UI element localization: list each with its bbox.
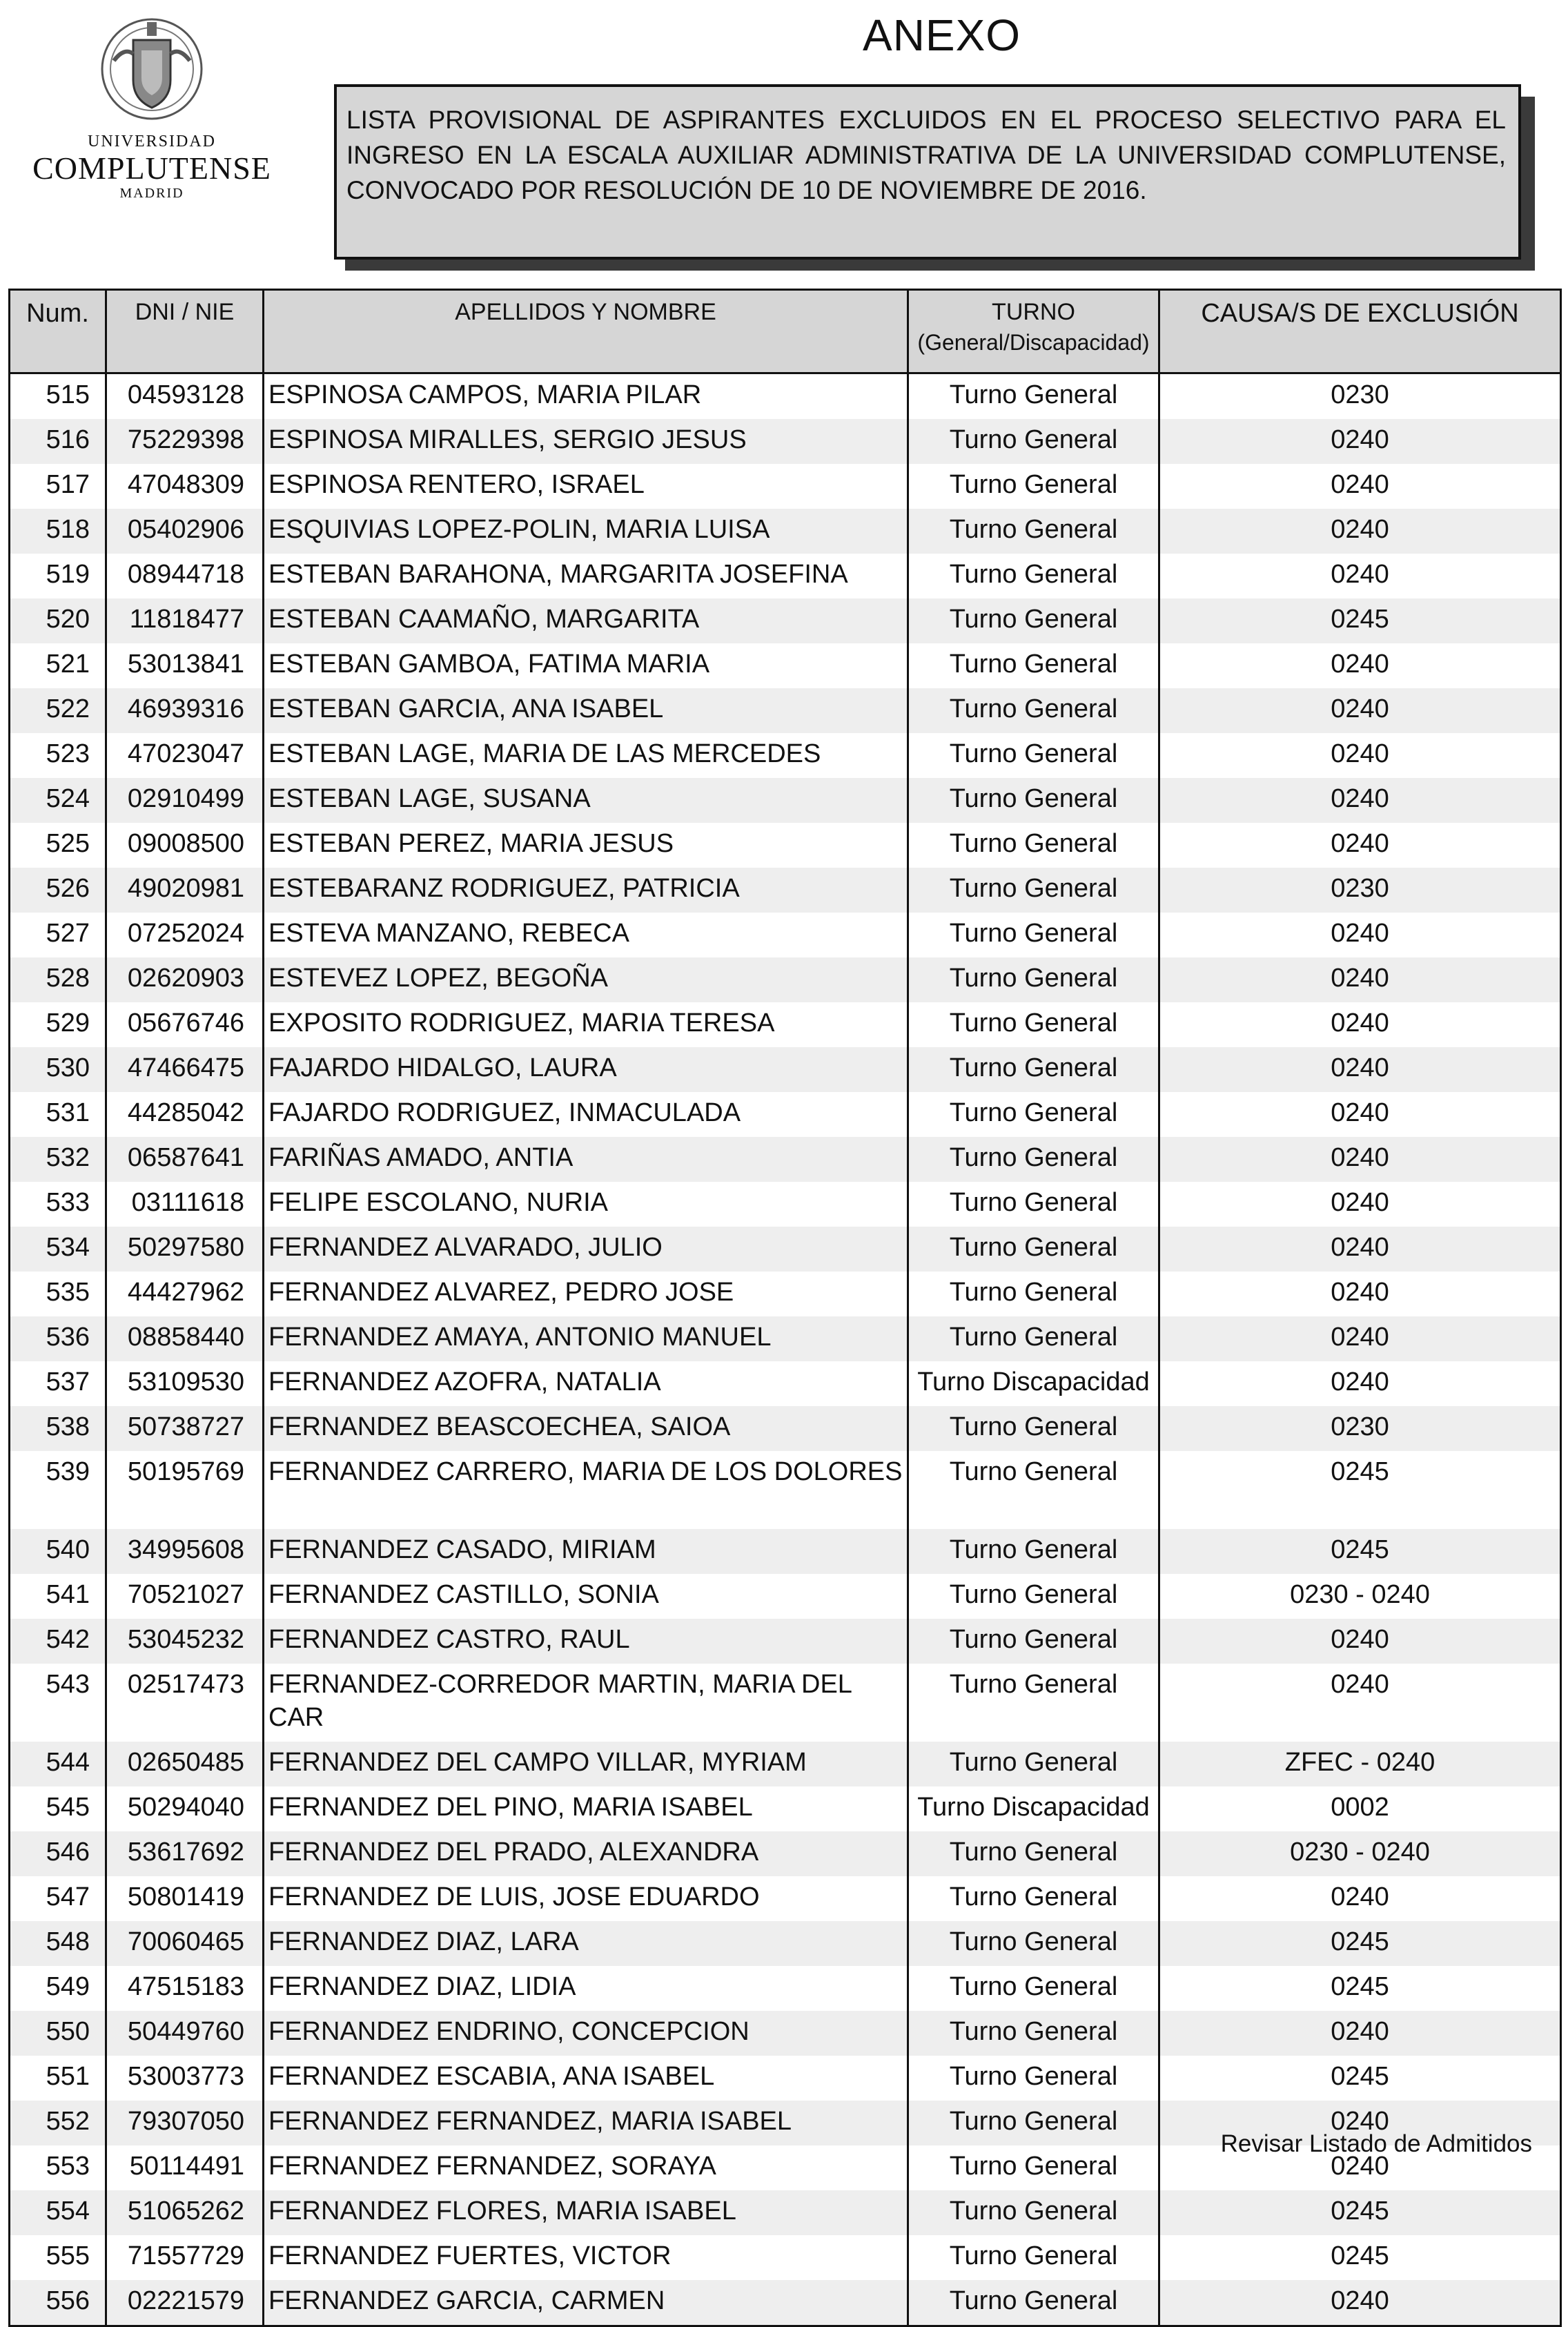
cell-name: FERNANDEZ FUERTES, VICTOR bbox=[264, 2235, 908, 2280]
cell-turno: Turno General bbox=[908, 1831, 1159, 1876]
cell-dni: 47515183 bbox=[106, 1966, 264, 2011]
cell-causa: 0240 bbox=[1159, 1182, 1561, 1227]
cell-num: 517 bbox=[10, 464, 106, 509]
cell-dni: 75229398 bbox=[106, 419, 264, 464]
cell-causa: 0240 bbox=[1159, 1316, 1561, 1361]
table-row bbox=[10, 1786, 1561, 1831]
page-title: ANEXO bbox=[863, 10, 1021, 60]
university-logo bbox=[28, 12, 276, 220]
cell-num: 541 bbox=[10, 1574, 106, 1619]
cell-dni: 05402906 bbox=[106, 509, 264, 554]
table-row bbox=[10, 1619, 1561, 1664]
cell-num: 515 bbox=[10, 373, 106, 420]
cell-dni: 50294040 bbox=[106, 1786, 264, 1831]
cell-turno: Turno Discapacidad bbox=[908, 1361, 1159, 1406]
cell-dni: 02517473 bbox=[106, 1664, 264, 1742]
table-row bbox=[10, 1966, 1561, 2011]
cell-num: 544 bbox=[10, 1742, 106, 1786]
cell-name: FERNANDEZ DE LUIS, JOSE EDUARDO bbox=[264, 1876, 908, 1921]
cell-dni: 50114491 bbox=[106, 2145, 264, 2190]
table-row bbox=[10, 1002, 1561, 1047]
cell-num: 542 bbox=[10, 1619, 106, 1664]
cell-num: 520 bbox=[10, 598, 106, 643]
cell-causa: 0245 bbox=[1159, 2190, 1561, 2235]
cell-dni: 44427962 bbox=[106, 1272, 264, 1316]
cell-causa: 0240 bbox=[1159, 419, 1561, 464]
cell-causa: 0245 bbox=[1159, 1529, 1561, 1574]
cell-causa: 0240 bbox=[1159, 688, 1561, 733]
table-body bbox=[10, 373, 1561, 2326]
cell-name: FERNANDEZ DEL CAMPO VILLAR, MYRIAM bbox=[264, 1742, 908, 1786]
cell-name: ESTEBAN LAGE, SUSANA bbox=[264, 778, 908, 823]
cell-name: FARIÑAS AMADO, ANTIA bbox=[264, 1137, 908, 1182]
table-row bbox=[10, 1831, 1561, 1876]
table-row bbox=[10, 1047, 1561, 1092]
excluded-applicants-table bbox=[8, 289, 1562, 2327]
cell-name: FERNANDEZ BEASCOECHEA, SAIOA bbox=[264, 1406, 908, 1451]
cell-num: 516 bbox=[10, 419, 106, 464]
cell-turno: Turno General bbox=[908, 1966, 1159, 2011]
cell-causa: 0240 bbox=[1159, 1272, 1561, 1316]
cell-turno: Turno General bbox=[908, 509, 1159, 554]
cell-causa: 0240 bbox=[1159, 643, 1561, 688]
cell-dni: 50195769 bbox=[106, 1451, 264, 1529]
cell-name: FERNANDEZ ENDRINO, CONCEPCION bbox=[264, 2011, 908, 2056]
cell-turno: Turno General bbox=[908, 2056, 1159, 2101]
cell-name: FERNANDEZ AZOFRA, NATALIA bbox=[264, 1361, 908, 1406]
cell-num: 552 bbox=[10, 2101, 106, 2145]
cell-dni: 08944718 bbox=[106, 554, 264, 598]
cell-dni: 50738727 bbox=[106, 1406, 264, 1451]
cell-causa: 0240 bbox=[1159, 2011, 1561, 2056]
cell-causa: 0240 bbox=[1159, 823, 1561, 868]
cell-dni: 70060465 bbox=[106, 1921, 264, 1966]
cell-num: 538 bbox=[10, 1406, 106, 1451]
table-row bbox=[10, 464, 1561, 509]
cell-causa: 0240 bbox=[1159, 1876, 1561, 1921]
cell-name: FERNANDEZ FERNANDEZ, SORAYA bbox=[264, 2145, 908, 2190]
cell-num: 537 bbox=[10, 1361, 106, 1406]
cell-dni: 02221579 bbox=[106, 2280, 264, 2326]
table-row bbox=[10, 2056, 1561, 2101]
cell-causa: 0240 bbox=[1159, 913, 1561, 957]
cell-num: 546 bbox=[10, 1831, 106, 1876]
cell-num: 521 bbox=[10, 643, 106, 688]
cell-turno: Turno Discapacidad bbox=[908, 1786, 1159, 1831]
cell-name: ESTEBAN GAMBOA, FATIMA MARIA bbox=[264, 643, 908, 688]
table-row bbox=[10, 1742, 1561, 1786]
table-row bbox=[10, 1272, 1561, 1316]
cell-num: 522 bbox=[10, 688, 106, 733]
cell-turno: Turno General bbox=[908, 1092, 1159, 1137]
cell-turno: Turno General bbox=[908, 2101, 1159, 2145]
cell-turno: Turno General bbox=[908, 1921, 1159, 1966]
cell-num: 555 bbox=[10, 2235, 106, 2280]
cell-name: ESTEVA MANZANO, REBECA bbox=[264, 913, 908, 957]
cell-name: FERNANDEZ-CORREDOR MARTIN, MARIA DEL CAR bbox=[264, 1664, 908, 1742]
cell-name: FELIPE ESCOLANO, NURIA bbox=[264, 1182, 908, 1227]
cell-causa: 0240 bbox=[1159, 509, 1561, 554]
cell-causa: 0240 bbox=[1159, 554, 1561, 598]
table-header-row bbox=[10, 290, 1561, 373]
table-row bbox=[10, 688, 1561, 733]
cell-causa: 0240 bbox=[1159, 778, 1561, 823]
table-row bbox=[10, 509, 1561, 554]
cell-causa: 0240 bbox=[1159, 1227, 1561, 1272]
document-title-box: LISTA PROVISIONAL DE ASPIRANTES EXCLUIDOS EN EL PROCESO SELECTIVO PARA EL INGRESO EN LA ESCALA AUXILIAR ADMINISTRATIVA DE LA UNIVERSIDAD COMPLUTENSE, CONVOCADO POR RESOLUCIÓN DE 10 DE NOVIEMBRE DE 2016. bbox=[334, 84, 1521, 260]
cell-dni: 47023047 bbox=[106, 733, 264, 778]
table-row bbox=[10, 823, 1561, 868]
cell-name: ESTEBAN CAAMAÑO, MARGARITA bbox=[264, 598, 908, 643]
cell-num: 530 bbox=[10, 1047, 106, 1092]
cell-causa: 0240 bbox=[1159, 957, 1561, 1002]
table-row bbox=[10, 1406, 1561, 1451]
cell-num: 527 bbox=[10, 913, 106, 957]
cell-turno: Turno General bbox=[908, 868, 1159, 913]
cell-name: FERNANDEZ AMAYA, ANTONIO MANUEL bbox=[264, 1316, 908, 1361]
cell-dni: 71557729 bbox=[106, 2235, 264, 2280]
table-row bbox=[10, 1664, 1561, 1742]
cell-causa: 0240 bbox=[1159, 2280, 1561, 2326]
cell-num: 532 bbox=[10, 1137, 106, 1182]
cell-name: FERNANDEZ CASTILLO, SONIA bbox=[264, 1574, 908, 1619]
table-row bbox=[10, 598, 1561, 643]
cell-dni: 44285042 bbox=[106, 1092, 264, 1137]
cell-dni: 53013841 bbox=[106, 643, 264, 688]
cell-turno: Turno General bbox=[908, 598, 1159, 643]
header-dni: DNI / NIE bbox=[106, 290, 264, 373]
cell-name: ESPINOSA CAMPOS, MARIA PILAR bbox=[264, 373, 908, 420]
cell-turno: Turno General bbox=[908, 554, 1159, 598]
cell-num: 556 bbox=[10, 2280, 106, 2326]
cell-num: 539 bbox=[10, 1451, 106, 1529]
cell-dni: 09008500 bbox=[106, 823, 264, 868]
cell-name: FERNANDEZ DIAZ, LIDIA bbox=[264, 1966, 908, 2011]
cell-dni: 47048309 bbox=[106, 464, 264, 509]
table-row bbox=[10, 2280, 1561, 2326]
cell-num: 540 bbox=[10, 1529, 106, 1574]
table-row bbox=[10, 868, 1561, 913]
cell-dni: 70521027 bbox=[106, 1574, 264, 1619]
cell-turno: Turno General bbox=[908, 419, 1159, 464]
cell-turno: Turno General bbox=[908, 1047, 1159, 1092]
cell-num: 549 bbox=[10, 1966, 106, 2011]
cell-turno: Turno General bbox=[908, 1406, 1159, 1451]
cell-name: FERNANDEZ DEL PRADO, ALEXANDRA bbox=[264, 1831, 908, 1876]
cell-num: 553 bbox=[10, 2145, 106, 2190]
cell-dni: 53045232 bbox=[106, 1619, 264, 1664]
cell-num: 547 bbox=[10, 1876, 106, 1921]
cell-turno: Turno General bbox=[908, 1182, 1159, 1227]
cell-turno: Turno General bbox=[908, 1529, 1159, 1574]
cell-name: ESTEBAN GARCIA, ANA ISABEL bbox=[264, 688, 908, 733]
cell-turno: Turno General bbox=[908, 2145, 1159, 2190]
table-row bbox=[10, 913, 1561, 957]
cell-name: ESTEVEZ LOPEZ, BEGOÑA bbox=[264, 957, 908, 1002]
cell-turno: Turno General bbox=[908, 1664, 1159, 1742]
table-row bbox=[10, 554, 1561, 598]
cell-turno: Turno General bbox=[908, 778, 1159, 823]
footer-note: Revisar Listado de Admitidos bbox=[1220, 2130, 1532, 2157]
cell-turno: Turno General bbox=[908, 1876, 1159, 1921]
cell-dni: 34995608 bbox=[106, 1529, 264, 1574]
header-name: APELLIDOS Y NOMBRE bbox=[264, 290, 908, 373]
cell-dni: 03111618 bbox=[106, 1182, 264, 1227]
cell-turno: Turno General bbox=[908, 1619, 1159, 1664]
cell-name: FAJARDO RODRIGUEZ, INMACULADA bbox=[264, 1092, 908, 1137]
cell-dni: 08858440 bbox=[106, 1316, 264, 1361]
cell-dni: 02620903 bbox=[106, 957, 264, 1002]
cell-name: FERNANDEZ FLORES, MARIA ISABEL bbox=[264, 2190, 908, 2235]
cell-causa: 0230 bbox=[1159, 373, 1561, 420]
table-row bbox=[10, 1182, 1561, 1227]
cell-turno: Turno General bbox=[908, 1742, 1159, 1786]
university-seal-icon bbox=[72, 12, 231, 130]
table-row bbox=[10, 1574, 1561, 1619]
cell-causa: 0230 - 0240 bbox=[1159, 1574, 1561, 1619]
cell-name: FERNANDEZ FERNANDEZ, MARIA ISABEL bbox=[264, 2101, 908, 2145]
cell-num: 531 bbox=[10, 1092, 106, 1137]
cell-turno: Turno General bbox=[908, 1272, 1159, 1316]
table-row bbox=[10, 2011, 1561, 2056]
cell-causa: 0240 bbox=[1159, 2145, 1561, 2190]
table-row bbox=[10, 1361, 1561, 1406]
cell-turno: Turno General bbox=[908, 688, 1159, 733]
cell-causa: 0245 bbox=[1159, 1966, 1561, 2011]
cell-turno: Turno General bbox=[908, 464, 1159, 509]
cell-causa: 0230 bbox=[1159, 868, 1561, 913]
cell-causa: 0240 bbox=[1159, 1002, 1561, 1047]
cell-name: ESPINOSA RENTERO, ISRAEL bbox=[264, 464, 908, 509]
cell-num: 551 bbox=[10, 2056, 106, 2101]
cell-num: 518 bbox=[10, 509, 106, 554]
cell-causa: 0245 bbox=[1159, 1451, 1561, 1529]
cell-turno: Turno General bbox=[908, 733, 1159, 778]
cell-dni: 50297580 bbox=[106, 1227, 264, 1272]
cell-name: FERNANDEZ CASADO, MIRIAM bbox=[264, 1529, 908, 1574]
table-row bbox=[10, 1092, 1561, 1137]
cell-num: 529 bbox=[10, 1002, 106, 1047]
cell-dni: 50801419 bbox=[106, 1876, 264, 1921]
cell-dni: 47466475 bbox=[106, 1047, 264, 1092]
cell-causa: 0240 bbox=[1159, 1092, 1561, 1137]
cell-num: 533 bbox=[10, 1182, 106, 1227]
table-row bbox=[10, 1137, 1561, 1182]
cell-causa: 0240 bbox=[1159, 1047, 1561, 1092]
cell-turno: Turno General bbox=[908, 1451, 1159, 1529]
cell-causa: ZFEC - 0240 bbox=[1159, 1742, 1561, 1786]
cell-name: ESTEBAN BARAHONA, MARGARITA JOSEFINA bbox=[264, 554, 908, 598]
cell-num: 534 bbox=[10, 1227, 106, 1272]
cell-name: FERNANDEZ ALVAREZ, PEDRO JOSE bbox=[264, 1272, 908, 1316]
cell-turno: Turno General bbox=[908, 823, 1159, 868]
cell-causa: 0230 - 0240 bbox=[1159, 1831, 1561, 1876]
cell-turno: Turno General bbox=[908, 373, 1159, 420]
cell-num: 536 bbox=[10, 1316, 106, 1361]
cell-name: ESTEBARANZ RODRIGUEZ, PATRICIA bbox=[264, 868, 908, 913]
cell-causa: 0240 bbox=[1159, 733, 1561, 778]
cell-turno: Turno General bbox=[908, 2280, 1159, 2326]
cell-num: 519 bbox=[10, 554, 106, 598]
cell-num: 550 bbox=[10, 2011, 106, 2056]
cell-causa: 0245 bbox=[1159, 2056, 1561, 2101]
cell-causa: 0245 bbox=[1159, 2235, 1561, 2280]
table-row bbox=[10, 1316, 1561, 1361]
table-row bbox=[10, 778, 1561, 823]
cell-num: 548 bbox=[10, 1921, 106, 1966]
cell-causa: 0240 bbox=[1159, 2101, 1561, 2145]
logo-line-madrid: MADRID bbox=[119, 186, 184, 201]
cell-causa: 0240 bbox=[1159, 1619, 1561, 1664]
cell-turno: Turno General bbox=[908, 1137, 1159, 1182]
header-num: Num. bbox=[10, 290, 106, 373]
cell-causa: 0240 bbox=[1159, 1664, 1561, 1742]
table-row bbox=[10, 1529, 1561, 1574]
cell-name: FERNANDEZ CASTRO, RAUL bbox=[264, 1619, 908, 1664]
table-row bbox=[10, 2190, 1561, 2235]
table-row bbox=[10, 957, 1561, 1002]
cell-num: 523 bbox=[10, 733, 106, 778]
cell-turno: Turno General bbox=[908, 643, 1159, 688]
cell-num: 543 bbox=[10, 1664, 106, 1742]
cell-causa: 0002 bbox=[1159, 1786, 1561, 1831]
cell-turno: Turno General bbox=[908, 2011, 1159, 2056]
cell-dni: 79307050 bbox=[106, 2101, 264, 2145]
cell-turno: Turno General bbox=[908, 1227, 1159, 1272]
cell-dni: 04593128 bbox=[106, 373, 264, 420]
cell-dni: 06587641 bbox=[106, 1137, 264, 1182]
cell-dni: 02910499 bbox=[106, 778, 264, 823]
cell-num: 526 bbox=[10, 868, 106, 913]
table-row bbox=[10, 1876, 1561, 1921]
cell-name: FERNANDEZ CARRERO, MARIA DE LOS DOLORES bbox=[264, 1451, 908, 1529]
cell-turno: Turno General bbox=[908, 1002, 1159, 1047]
cell-causa: 0230 bbox=[1159, 1406, 1561, 1451]
cell-turno: Turno General bbox=[908, 2190, 1159, 2235]
cell-dni: 53617692 bbox=[106, 1831, 264, 1876]
cell-dni: 53003773 bbox=[106, 2056, 264, 2101]
cell-turno: Turno General bbox=[908, 1574, 1159, 1619]
cell-num: 535 bbox=[10, 1272, 106, 1316]
cell-name: ESQUIVIAS LOPEZ-POLIN, MARIA LUISA bbox=[264, 509, 908, 554]
cell-name: ESTEBAN LAGE, MARIA DE LAS MERCEDES bbox=[264, 733, 908, 778]
header-causa: CAUSA/S DE EXCLUSIÓN bbox=[1159, 290, 1561, 373]
cell-name: FERNANDEZ DIAZ, LARA bbox=[264, 1921, 908, 1966]
table-row bbox=[10, 733, 1561, 778]
cell-name: FERNANDEZ ESCABIA, ANA ISABEL bbox=[264, 2056, 908, 2101]
header-turno-label: TURNO bbox=[992, 299, 1075, 325]
cell-num: 545 bbox=[10, 1786, 106, 1831]
cell-dni: 46939316 bbox=[106, 688, 264, 733]
cell-name: FERNANDEZ DEL PINO, MARIA ISABEL bbox=[264, 1786, 908, 1831]
cell-turno: Turno General bbox=[908, 2235, 1159, 2280]
cell-dni: 07252024 bbox=[106, 913, 264, 957]
table-row bbox=[10, 419, 1561, 464]
cell-causa: 0240 bbox=[1159, 1137, 1561, 1182]
cell-dni: 53109530 bbox=[106, 1361, 264, 1406]
cell-dni: 49020981 bbox=[106, 868, 264, 913]
cell-turno: Turno General bbox=[908, 957, 1159, 1002]
cell-name: ESPINOSA MIRALLES, SERGIO JESUS bbox=[264, 419, 908, 464]
cell-num: 554 bbox=[10, 2190, 106, 2235]
cell-num: 525 bbox=[10, 823, 106, 868]
cell-dni: 11818477 bbox=[106, 598, 264, 643]
cell-causa: 0240 bbox=[1159, 1361, 1561, 1406]
cell-causa: 0240 bbox=[1159, 464, 1561, 509]
cell-dni: 05676746 bbox=[106, 1002, 264, 1047]
cell-num: 524 bbox=[10, 778, 106, 823]
cell-name: EXPOSITO RODRIGUEZ, MARIA TERESA bbox=[264, 1002, 908, 1047]
header-turno bbox=[908, 290, 1159, 373]
cell-turno: Turno General bbox=[908, 913, 1159, 957]
cell-causa: 0245 bbox=[1159, 598, 1561, 643]
cell-turno: Turno General bbox=[908, 1316, 1159, 1361]
cell-causa: 0245 bbox=[1159, 1921, 1561, 1966]
cell-name: ESTEBAN PEREZ, MARIA JESUS bbox=[264, 823, 908, 868]
cell-dni: 51065262 bbox=[106, 2190, 264, 2235]
cell-name: FERNANDEZ GARCIA, CARMEN bbox=[264, 2280, 908, 2326]
cell-dni: 50449760 bbox=[106, 2011, 264, 2056]
cell-name: FERNANDEZ ALVARADO, JULIO bbox=[264, 1227, 908, 1272]
cell-num: 528 bbox=[10, 957, 106, 1002]
table-row bbox=[10, 1227, 1561, 1272]
table-row bbox=[10, 1921, 1561, 1966]
cell-dni: 02650485 bbox=[106, 1742, 264, 1786]
cell-name: FAJARDO HIDALGO, LAURA bbox=[264, 1047, 908, 1092]
header-turno-sub: (General/Discapacidad) bbox=[917, 330, 1150, 355]
table-row bbox=[10, 1451, 1561, 1529]
logo-line-universidad: UNIVERSIDAD bbox=[88, 133, 216, 150]
logo-line-complutense: COMPLUTENSE bbox=[32, 150, 271, 186]
table-row bbox=[10, 643, 1561, 688]
table-row bbox=[10, 2235, 1561, 2280]
table-row bbox=[10, 373, 1561, 420]
